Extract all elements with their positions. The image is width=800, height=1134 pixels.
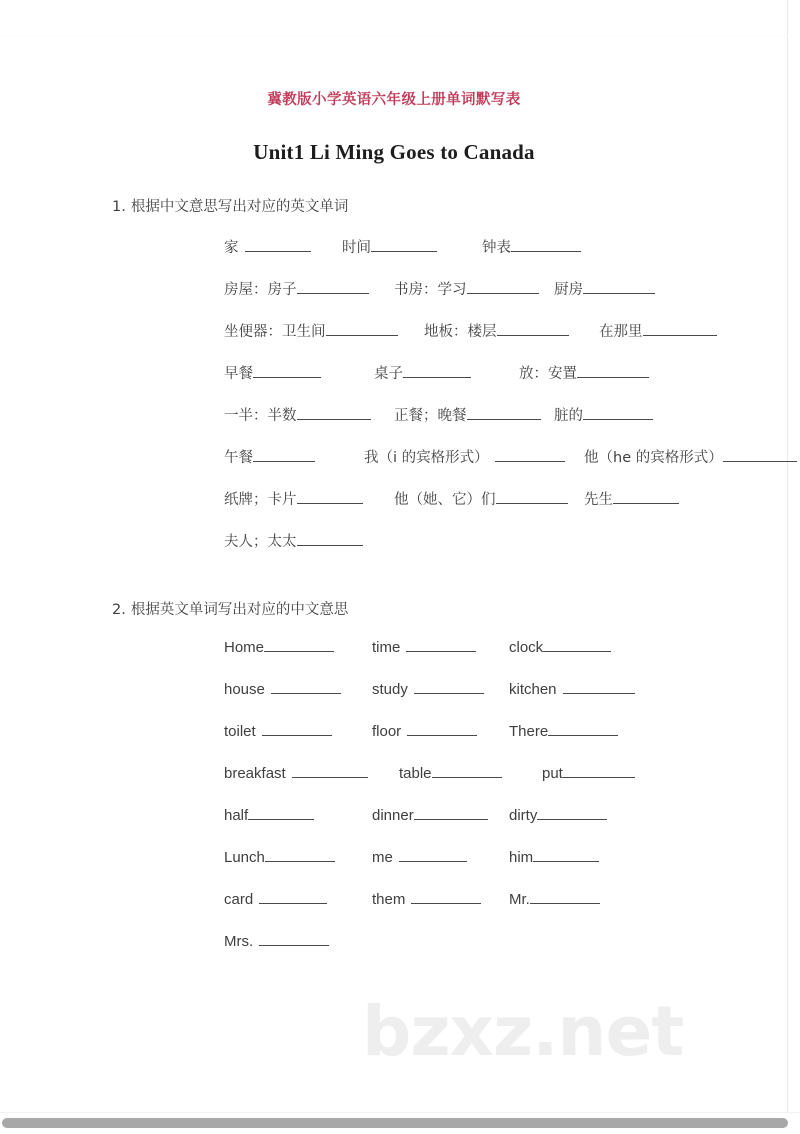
word-entry (224, 362, 321, 383)
answer-blank[interactable] (643, 323, 717, 336)
answer-blank[interactable] (297, 491, 363, 504)
word-label: 书房：学习 (394, 282, 467, 298)
word-entry (224, 807, 314, 824)
word-label: Mr. (509, 891, 530, 908)
word-entry (372, 849, 467, 866)
word-entry (554, 404, 653, 425)
word-label: Lunch (224, 849, 265, 866)
word-entry (372, 723, 477, 740)
word-entry (372, 639, 476, 656)
word-label: 地板：楼层 (424, 324, 497, 340)
word-label: 先生 (584, 492, 613, 508)
word-label: table (399, 765, 432, 782)
horizontal-scrollbar[interactable] (0, 1112, 800, 1134)
word-label: toilet (224, 723, 256, 740)
answer-blank[interactable] (297, 533, 363, 546)
word-label: time (372, 639, 401, 656)
word-row (112, 404, 768, 446)
word-label: 他（她、它）们 (394, 492, 496, 508)
word-label: breakfast (224, 765, 286, 782)
word-label: 时间 (342, 240, 371, 256)
word-entry (224, 404, 371, 425)
answer-blank[interactable] (511, 239, 581, 252)
answer-blank[interactable] (399, 849, 467, 862)
answer-blank[interactable] (530, 891, 600, 904)
section-2-heading (112, 598, 768, 619)
horizontal-scrollbar-thumb[interactable] (2, 1118, 788, 1128)
answer-blank[interactable] (262, 723, 332, 736)
answer-blank[interactable] (543, 639, 611, 652)
answer-blank[interactable] (264, 639, 334, 652)
word-label: 夫人；太太 (224, 534, 297, 550)
word-label: 桌子 (374, 366, 403, 382)
answer-blank[interactable] (259, 891, 327, 904)
word-row (112, 891, 768, 933)
answer-blank[interactable] (414, 807, 488, 820)
answer-blank[interactable] (271, 681, 341, 694)
word-label: him (509, 849, 534, 866)
answer-blank[interactable] (497, 323, 569, 336)
word-row (112, 807, 768, 849)
word-entry (584, 446, 797, 467)
answer-blank[interactable] (292, 765, 368, 778)
word-entry (394, 404, 541, 425)
word-label: Home (224, 639, 265, 656)
section-1-number: 1. (112, 199, 126, 215)
word-label: 纸牌；卡片 (224, 492, 297, 508)
word-row (112, 236, 768, 278)
word-label: 他（he 的宾格形式） (584, 450, 723, 466)
section-english-to-chinese (0, 572, 788, 975)
word-entry (509, 849, 599, 866)
section-2-heading-text: 根据英文单词写出对应的中文意思 (130, 602, 349, 618)
watermark: bzxz.net (362, 992, 684, 1072)
section-1-rows (112, 236, 768, 572)
word-label: house (224, 681, 265, 698)
word-label: dinner (372, 807, 414, 824)
word-entry (224, 236, 311, 257)
word-entry (424, 320, 569, 341)
word-entry (372, 807, 488, 824)
word-entry (372, 891, 481, 908)
word-entry (509, 681, 635, 698)
word-label: floor (372, 723, 402, 740)
word-label: 厨房 (554, 282, 583, 298)
word-row (112, 681, 768, 723)
answer-blank[interactable] (723, 449, 797, 462)
word-label: kitchen (509, 681, 557, 698)
word-entry (509, 723, 618, 740)
word-entry (224, 488, 363, 509)
answer-blank[interactable] (432, 765, 502, 778)
answer-blank[interactable] (496, 491, 568, 504)
word-label: 钟表 (482, 240, 511, 256)
answer-blank[interactable] (326, 323, 398, 336)
answer-blank[interactable] (245, 239, 311, 252)
word-row (112, 849, 768, 891)
word-entry (554, 278, 655, 299)
answer-blank[interactable] (407, 723, 477, 736)
word-label: put (542, 765, 563, 782)
answer-blank[interactable] (467, 281, 539, 294)
word-entry (224, 278, 369, 299)
word-entry (342, 236, 437, 257)
answer-blank[interactable] (411, 891, 481, 904)
answer-blank[interactable] (563, 681, 635, 694)
word-label: 坐便器：卫生间 (224, 324, 326, 340)
word-row (112, 278, 768, 320)
word-entry (224, 530, 363, 551)
word-label: 一半：半数 (224, 408, 297, 424)
section-1-heading (112, 195, 768, 216)
word-entry (224, 933, 329, 950)
word-entry (519, 362, 649, 383)
word-row (112, 530, 768, 572)
word-label: 早餐 (224, 366, 253, 382)
word-label: card (224, 891, 254, 908)
word-entry (224, 891, 327, 908)
word-label: me (372, 849, 393, 866)
answer-blank[interactable] (583, 281, 655, 294)
section-chinese-to-english (0, 165, 788, 572)
answer-blank[interactable] (297, 407, 371, 420)
word-row (112, 723, 768, 765)
word-entry (372, 681, 484, 698)
word-row (112, 765, 768, 807)
answer-blank[interactable] (613, 491, 679, 504)
word-entry (224, 849, 335, 866)
word-label: 放：安置 (519, 366, 577, 382)
answer-blank[interactable] (253, 365, 321, 378)
unit-title: Unit1 Li Ming Goes to Canada (253, 140, 535, 164)
answer-blank[interactable] (583, 407, 653, 420)
answer-blank[interactable] (467, 407, 541, 420)
answer-blank[interactable] (406, 639, 476, 652)
word-entry (394, 488, 568, 509)
answer-blank[interactable] (533, 849, 599, 862)
word-label: Mrs. (224, 933, 254, 950)
page-title: 冀教版小学英语六年级上册单词默写表 (267, 92, 521, 108)
word-entry (509, 891, 600, 908)
answer-blank[interactable] (253, 449, 315, 462)
word-entry (224, 639, 334, 656)
answer-blank[interactable] (403, 365, 471, 378)
word-row (112, 446, 768, 488)
word-row (112, 320, 768, 362)
word-row (112, 933, 768, 975)
word-label: 我（i 的宾格形式） (364, 450, 489, 466)
answer-blank[interactable] (577, 365, 649, 378)
answer-blank[interactable] (259, 933, 329, 946)
answer-blank[interactable] (297, 281, 369, 294)
word-label: 脏的 (554, 408, 583, 424)
section-2-rows (112, 639, 768, 975)
word-entry (394, 278, 539, 299)
answer-blank[interactable] (248, 807, 314, 820)
word-entry (224, 723, 332, 740)
word-label: half (224, 807, 249, 824)
word-entry (374, 362, 471, 383)
word-entry (224, 681, 341, 698)
word-label: 房屋：房子 (224, 282, 297, 298)
word-entry (224, 320, 398, 341)
word-label: them (372, 891, 406, 908)
word-label: 家 (224, 240, 239, 256)
word-entry (482, 236, 581, 257)
answer-blank[interactable] (371, 239, 437, 252)
word-row (112, 362, 768, 404)
section-2-number: 2. (112, 602, 126, 618)
word-entry (364, 446, 565, 467)
word-entry (584, 488, 679, 509)
word-label: 正餐；晚餐 (394, 408, 467, 424)
answer-blank[interactable] (414, 681, 484, 694)
word-row (112, 488, 768, 530)
word-label: 在那里 (599, 324, 643, 340)
answer-blank[interactable] (495, 449, 565, 462)
word-label: dirty (509, 807, 538, 824)
word-entry (542, 765, 635, 782)
word-label: clock (509, 639, 544, 656)
word-entry (224, 765, 368, 782)
word-entry (509, 639, 611, 656)
answer-blank[interactable] (563, 765, 635, 778)
word-label: study (372, 681, 408, 698)
answer-blank[interactable] (537, 807, 607, 820)
answer-blank[interactable] (548, 723, 618, 736)
word-label: 午餐 (224, 450, 253, 466)
word-entry (399, 765, 502, 782)
word-entry (599, 320, 717, 341)
word-entry (509, 807, 607, 824)
section-1-heading-text: 根据中文意思写出对应的英文单词 (130, 199, 349, 215)
word-label: There (509, 723, 549, 740)
word-row (112, 639, 768, 681)
word-entry (224, 446, 315, 467)
answer-blank[interactable] (265, 849, 335, 862)
